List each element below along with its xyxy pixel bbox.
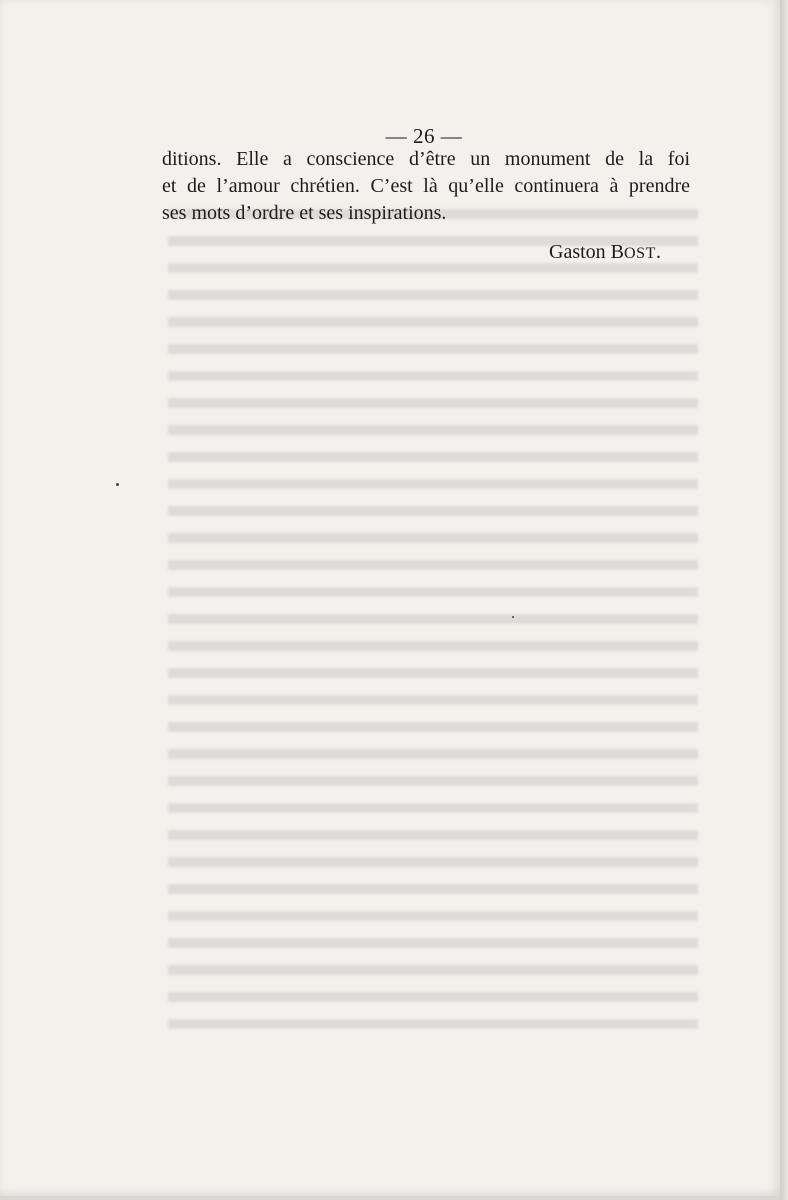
paragraph-line: et de l’amour chrétien. C’est là qu’elle continuera à prendre bbox=[162, 175, 690, 197]
author-signature bbox=[549, 241, 661, 264]
page-edge bbox=[780, 0, 788, 1200]
paper-speck bbox=[512, 616, 514, 618]
show-through-text-texture bbox=[168, 200, 698, 1040]
paper-speck bbox=[116, 483, 119, 486]
body-paragraph bbox=[162, 146, 690, 227]
signature-first-name: Gaston bbox=[549, 241, 606, 263]
signature-last-name: BOST. bbox=[610, 241, 662, 263]
paragraph-line: ses mots d’ordre et ses inspirations. bbox=[162, 202, 447, 224]
page-number: — 26 — bbox=[385, 124, 463, 148]
paragraph-line: ditions. Elle a conscience d’être un monument de la foi bbox=[162, 148, 690, 170]
